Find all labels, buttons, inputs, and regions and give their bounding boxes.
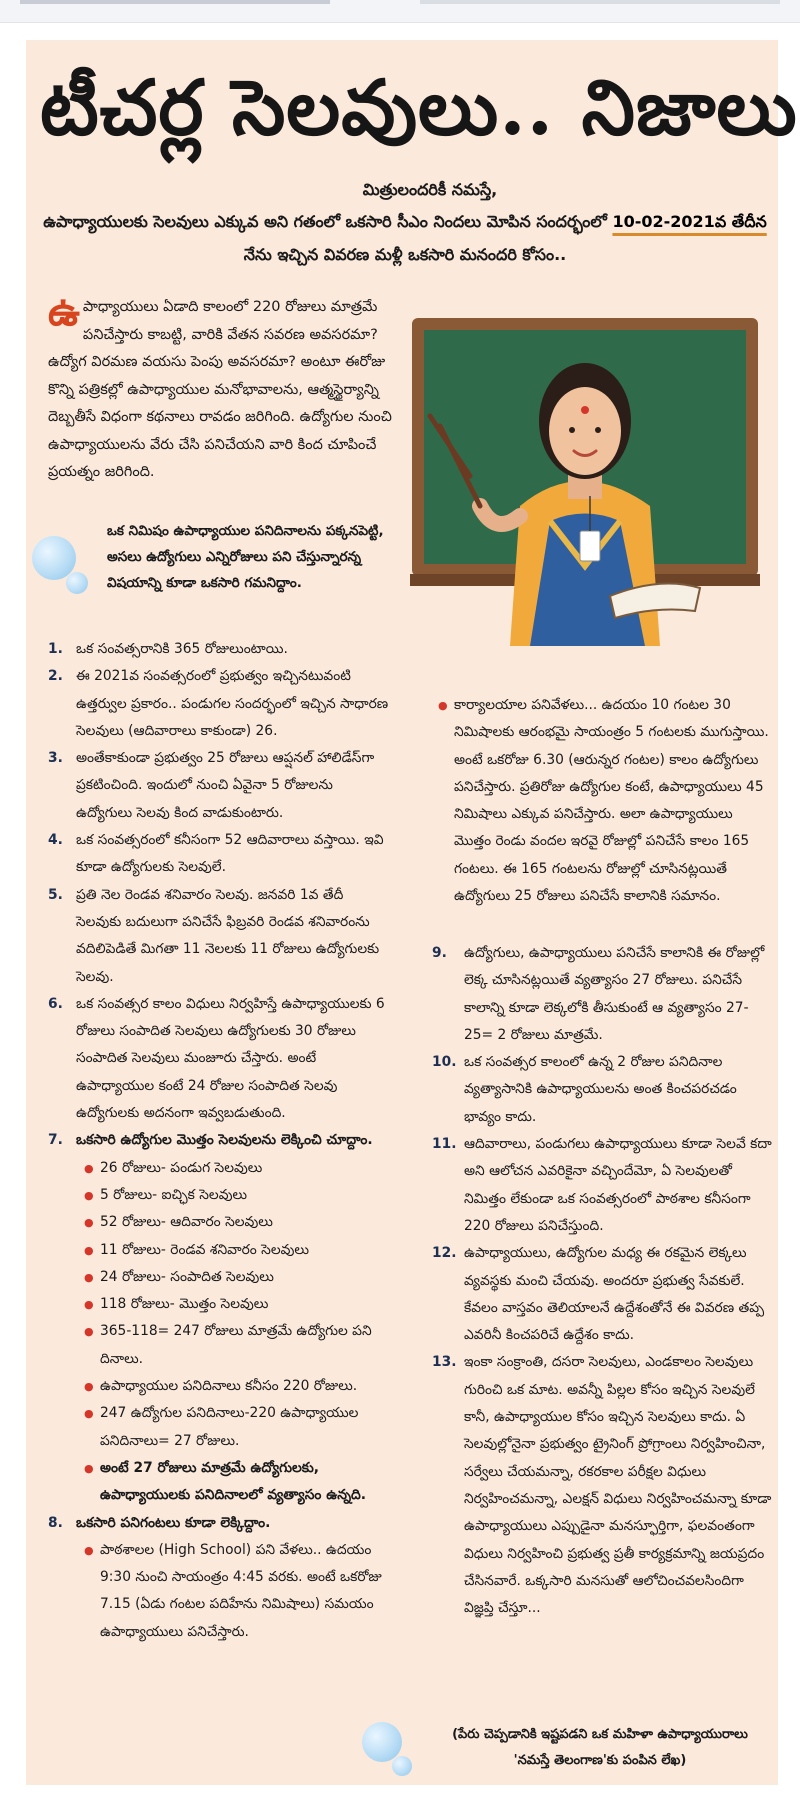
sub-item: ● 365-118= 247 రోజులు మాత్రమే ఉద్యోగుల పని దినాలు. xyxy=(76,1318,392,1373)
list-item xyxy=(48,882,392,991)
item-text: ఒక సంవత్సర కాలంలో ఉన్న 2 రోజుల పనిదినాల వ్యత్యాసానికి ఉపాధ్యాయులను అంత కించపరచడం భావ్యం కాదు. xyxy=(464,1054,737,1125)
item-number: 2. xyxy=(48,668,63,685)
bubble-icon-footer xyxy=(362,1722,402,1762)
item-text: ఒక సంవత్సరానికి 365 రోజులుంటాయి. xyxy=(76,641,288,657)
item-text: ఒక సంవత్సరంలో కనీసంగా 52 ఆదివారాలు వస్తాయి. ఇవి కూడా ఉద్యోగులకు సెలవులే. xyxy=(76,832,384,876)
sub-item: ● 24 రోజులు- సంపాదిత సెలవులు xyxy=(76,1264,392,1291)
callout-note: ఒక నిమిషం ఉపాధ్యాయుల పనిదినాలను పక్కనపెట్టి, అసలు ఉద్యోగులు ఎన్నిరోజులు పని చేస్తున్నారన్న విషయాన్ని కూడా ఒకసారి గమనిద్దాం. xyxy=(107,523,384,591)
item-number: 5. xyxy=(48,886,63,903)
sub-item: ● 247 ఉద్యోగుల పనిదినాలు-220 ఉపాధ్యాయుల పనిదినాలు= 27 రోజులు. xyxy=(76,1400,392,1455)
teacher-illustration xyxy=(410,306,760,676)
list-item xyxy=(432,940,772,1049)
item-number: 13. xyxy=(432,1354,457,1371)
point8-heading: ఒకసారి పనిగంటలు కూడా లెక్కిద్దాం. xyxy=(76,1514,271,1531)
item-text: అంతేకాకుండా ప్రభుత్వం 25 రోజులు ఆప్షనల్ హాలిడేస్‌గా ప్రకటించింది. ఇందులో నుంచి ఏవైనా 5 రోజులను ఉద్యోగులు సెలవు కింద వాడుకుంటారు. xyxy=(76,750,375,821)
list-item xyxy=(432,1349,772,1622)
item-number: 6. xyxy=(48,995,63,1012)
sub-item: ● ఉపాధ్యాయుల పనిదినాలు కనీసం 220 రోజులు. xyxy=(76,1373,392,1400)
item-text: ఒక సంవత్సర కాలం విధులు నిర్వహిస్తే ఉపాధ్యాయులకు 6 రోజులు సంపాదిత సెలవులు ఉద్యోగులకు 30 రోజులు సంపాదిత సెలవులు మంజూరు చేస్తారు. అంటే ఉపాధ్యాయుల కంటే 24 రోజుల సంపాదిత సెలవు ఉద్యోగులకు అదనంగా ఇవ్వబడుతుంది. xyxy=(76,995,385,1122)
intro-part2: నేను ఇచ్చిన వివరణ మళ్లీ ఒకసారి మనందరి కోసం.. xyxy=(243,245,567,264)
drop-cap: ఉ xyxy=(48,289,80,335)
list-item xyxy=(48,663,392,745)
item-number: 1. xyxy=(48,641,63,657)
footer-note: (పేరు చెప్పడానికి ఇష్టపడని ఒక మహిళా ఉపాధ్యాయురాలు 'నమస్తే తెలంగాణ'కు పంపిన లేఖ) xyxy=(452,1727,748,1768)
list-item xyxy=(48,827,392,882)
item-number: 7. xyxy=(48,1132,63,1149)
list-item xyxy=(432,1131,772,1240)
intro-part1: ఉపాధ్యాయులకు సెలవులు ఎక్కువ అని గతంలో ఒకసారి సీఎం నిందలు మోపిన సందర్భంలో xyxy=(43,212,613,231)
points-left-list xyxy=(48,636,392,1646)
item-text: ఉపాధ్యాయులు, ఉద్యోగుల మధ్య ఈ రకమైన లెక్కలు వ్యవస్థకు మంచి చేయవు. అందరూ ప్రభుత్వ సేవకులే. కేవలం వాస్తవం తెలియాలనే ఉద్దేశంతోనే ఈ వివరణ తప్ప ఎవరినీ కించపరిచే ఉద్దేశం కాదు. xyxy=(464,1245,765,1344)
list-item xyxy=(48,991,392,1127)
item-text: ఇంకా సంక్రాంతి, దసరా సెలవులు, ఎండకాలం సెలవులు గురించి ఒక మాట. అవన్నీ పిల్లల కోసం ఇచ్చిన సెలవులే కానీ, ఉపాధ్యాయుల కోసం ఇచ్చిన సెలవులు కాదు. ఏ సెలవుల్లోనైనా ప్రభుత్వం ట్రైనింగ్ ప్రోగ్రాంలు నిర్వహించినా, సర్వేలు చేయమన్నా, రకరకాల పరీక్షల విధులు నిర్వహించమన్నా, ఎలక్షన్ విధులు నిర్వహించమన్నా కూడా ఉపాధ్యాయులు ఎప్పుడైనా మనస్ఫూర్తిగా, ఫలవంతంగా విధులు నిర్వహించి ప్రభుత్వ ప్రతీ కార్యక్రమాన్ని జయప్రదం చేసినవారే. ఒక్కసారి మనసుతో ఆలోచించవలసిందిగా విజ్ఞప్తి చేస్తూ... xyxy=(464,1354,772,1617)
point7-heading: ఒకసారి ఉద్యోగుల మొత్తం సెలవులను లెక్కించి చూద్దాం. xyxy=(76,1132,373,1149)
browser-top-strip xyxy=(0,0,800,23)
intro-line xyxy=(40,205,770,271)
item-number: 3. xyxy=(48,750,63,767)
item-number: 12. xyxy=(432,1245,457,1262)
bubble-icon-footer-small xyxy=(392,1756,412,1776)
sub-item: ● పాఠశాలల (High School) పని వేళలు.. ఉదయం 9:30 నుంచి సాయంత్రం 4:45 వరకు. అంటే ఒకరోజు 7.15 (ఏడు గంటల పదిహేను నిమిషాలు) సమయం ఉపాధ్యాయులు పనిచేస్తారు. xyxy=(76,1537,392,1646)
bubble-icon-small xyxy=(66,572,88,594)
item-number: 9. xyxy=(432,945,447,961)
item-number: 8. xyxy=(48,1514,63,1531)
sub-item: ● 5 రోజులు- ఐచ్ఛిక సెలవులు xyxy=(76,1182,392,1209)
headline: టీచర్ల సెలవులు.. నిజాలు xyxy=(40,63,798,152)
item-number: 4. xyxy=(48,832,63,849)
sub-item: ● 52 రోజులు- ఆదివారం సెలవులు xyxy=(76,1209,392,1236)
item-text: ఈ 2021వ సంవత్సరంలో ప్రభుత్వం ఇచ్చినటువంటి ఉత్తర్వుల ప్రకారం.. పండుగల సందర్భంలో ఇచ్చిన సాధారణ సెలవులు (ఆదివారాలు కాకుండా) 26. xyxy=(76,668,389,739)
lead-text: పాధ్యాయులు ఏడాది కాలంలో 220 రోజులు మాత్రమే పనిచేస్తారు కాబట్టి, వారికి వేతన సవరణ అవసరమా? ఉద్యోగ విరమణ వయసు పెంపు అవసరమా? అంటూ ఈరోజు కొన్ని పత్రికల్లో ఉపాధ్యాయుల మనోభావాలను, ఆత్మస్థైర్యాన్ని దెబ్బతీసే విధంగా కథనాలు రావడం జరిగింది. ఉద్యోగుల నుంచి ఉపాధ్యాయులను వేరు చేసి పనిచేయని వారి కింద చూపించే ప్రయత్నం జరిగింది. xyxy=(48,299,392,480)
item-number: 11. xyxy=(432,1136,457,1153)
list-item-8 xyxy=(48,1510,392,1646)
item-text: ఆదివారాలు, పండుగలు ఉపాధ్యాయులు కూడా సెలవే కదా అని ఆలోచన ఎవరికైనా వచ్చిందేమో, ఏ సెలవులతో నిమిత్తం లేకుండా ఒక సంవత్సరంలో పాఠశాల కనీసంగా 220 రోజులు పనిచేస్తుంది. xyxy=(464,1136,772,1234)
list-item xyxy=(48,636,392,663)
greeting: మిత్రులందరికీ నమస్తే, xyxy=(362,180,498,199)
intro-date: 10-02-2021వ తేదీన xyxy=(612,212,767,231)
item-text: ప్రతి నెల రెండవ శనివారం సెలవు. జనవరి 1వ తేదీ సెలవుకు బదులుగా పనిచేసే ఫిబ్రవరి రెండవ శనివారంను వదిలిపెడితే మిగతా 11 నెలలకు 11 రోజులు ఉద్యోగులకు సెలవు. xyxy=(76,886,380,985)
sub-item: ● 26 రోజులు- పండుగ సెలవులు xyxy=(76,1155,392,1182)
sub-item: ● 118 రోజులు- మొత్తం సెలవులు xyxy=(76,1291,392,1318)
work-hours-list xyxy=(76,1537,392,1646)
list-item-7 xyxy=(48,1127,392,1509)
sub-item: ● 11 రోజులు- రెండవ శనివారం సెలవులు xyxy=(76,1237,392,1264)
sub-item-bold: ● అంటే 27 రోజులు మాత్రమే ఉద్యోగులకు, ఉపాధ్యాయులకు పనిదినాలలో వ్యత్యాసం ఉన్నది. xyxy=(76,1455,392,1510)
holiday-breakdown-list xyxy=(76,1155,392,1510)
list-item xyxy=(432,1240,772,1349)
list-item xyxy=(432,1049,772,1131)
list-item xyxy=(48,745,392,827)
item-number: 10. xyxy=(432,1054,457,1071)
points-right-list xyxy=(432,940,772,1622)
lead-paragraph xyxy=(48,289,408,487)
office-hours-paragraph: ● కార్యాలయాల పనివేళలు... ఉదయం 10 గంటల 30 నిమిషాలకు ఆరంభమై సాయంత్రం 5 గంటలకు ముగుస్తాయి. అంటే ఒకరోజు 6.30 (ఆరున్నర గంటల) కాలం ఉద్యోగులు పనిచేస్తారు. ప్రతిరోజు ఉద్యోగుల కంటే, ఉపాధ్యాయులు 45 నిమిషాలు ఎక్కువ పనిచేస్తారు. అలా ఉపాధ్యాయులు మొత్తం రెండు వందల ఇరవై రోజుల్లో పనిచేసే కాలం 165 గంటలు. ఈ 165 గంటలను రోజుల్లో చూసినట్లయితే ఉద్యోగులు 25 రోజులు పనిచేసే కాలానికి సమానం. xyxy=(432,692,772,910)
item-text: ఉద్యోగులు, ఉపాధ్యాయులు పనిచేసే కాలానికి ఈ రోజుల్లో లెక్క చూసినట్లయితే వ్యత్యాసం 27 రోజులు. పనిచేసే కాలాన్ని కూడా లెక్కలోకి తీసుకుంటే ఆ వ్యత్యాసం 27-25= 2 రోజులు మాత్రమే. xyxy=(464,945,765,1043)
